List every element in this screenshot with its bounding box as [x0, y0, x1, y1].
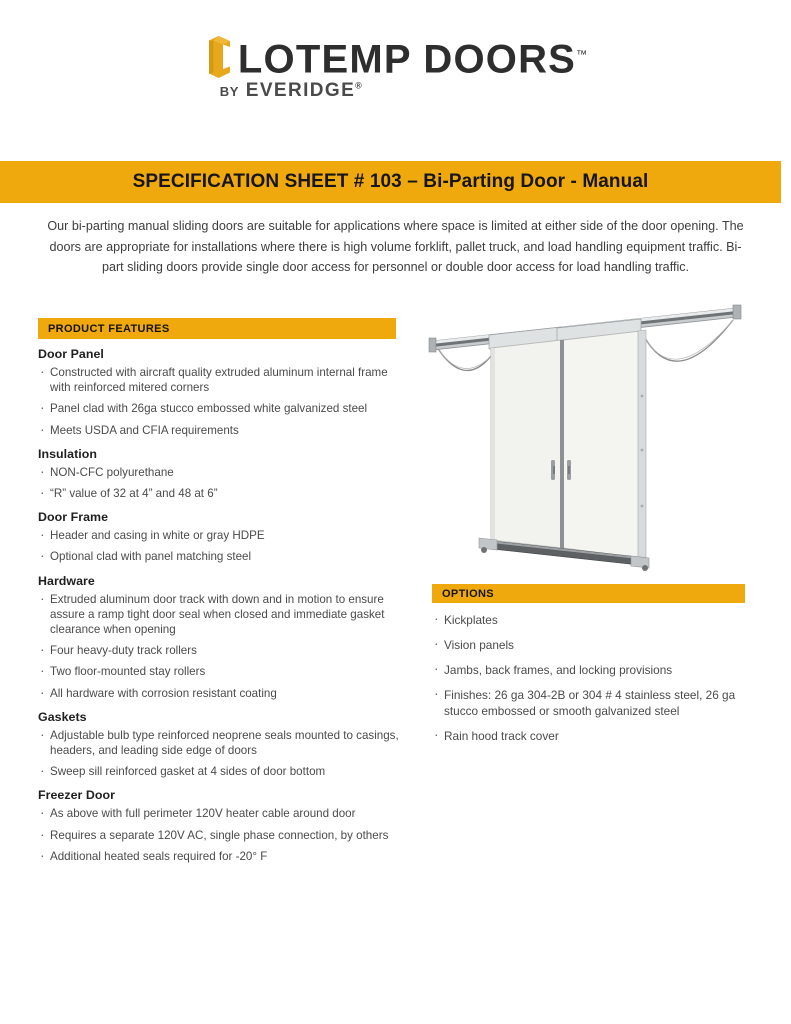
list-item: · All hardware with corrosion resistant coating	[38, 686, 400, 701]
registered-symbol: ®	[355, 80, 364, 91]
list-item: · Meets USDA and CFIA requirements	[38, 423, 400, 438]
list-item: · Vision panels	[432, 637, 752, 653]
logo-subline-inner	[220, 80, 363, 102]
trademark-symbol: ™	[576, 48, 588, 61]
options-column	[432, 612, 752, 753]
list-item: · Panel clad with 26ga stucco embossed white galvanized steel	[38, 401, 400, 416]
specification-title: SPECIFICATION SHEET # 103 – Bi-Parting Door - Manual	[132, 171, 649, 192]
list-item: · Constructed with aircraft quality extruded aluminum internal frame with reinforced mitered corners	[38, 365, 400, 395]
list-item: · “R” value of 32 at 4” and 48 at 6”	[38, 486, 400, 501]
lotemp-corner-mark-icon	[204, 35, 232, 79]
product-features-header-label: PRODUCT FEATURES	[48, 322, 170, 335]
logo-subline	[0, 80, 791, 102]
list-item: · Header and casing in white or gray HDPE	[38, 528, 400, 543]
logo-row	[204, 34, 587, 80]
specification-title-banner	[0, 161, 781, 203]
feature-group-door-panel	[38, 347, 400, 438]
feature-group-title: Gaskets	[38, 709, 87, 724]
list-item: · As above with full perimeter 120V heater cable around door	[38, 806, 400, 821]
logo-by-text: BY	[219, 84, 240, 99]
feature-group-insulation	[38, 447, 400, 501]
feature-list	[38, 465, 400, 501]
list-item: · Finishes: 26 ga 304-2B or 304 # 4 stainless steel, 26 ga stucco embossed or smooth galvanized steel	[432, 687, 752, 719]
list-item: · Extruded aluminum door track with down and in motion to ensure assure a ramp tight door seal when closed and immediate gasket clearance when opening	[38, 592, 400, 638]
feature-list	[38, 728, 400, 780]
feature-group-door-frame	[38, 510, 400, 564]
list-item: · Jambs, back frames, and locking provisions	[432, 662, 752, 678]
list-item: · Kickplates	[432, 612, 752, 628]
options-header-bar	[432, 584, 745, 603]
list-item: · Adjustable bulb type reinforced neoprene seals mounted to casings, headers, and leading side edge of doors	[38, 728, 400, 758]
logo-wordmark	[238, 33, 587, 81]
feature-group-title: Door Frame	[38, 510, 109, 525]
feature-list	[38, 528, 400, 564]
list-item: · Additional heated seals required for -20° F	[38, 849, 400, 864]
feature-group-title: Freezer Door	[38, 788, 116, 803]
feature-group-hardware	[38, 574, 400, 701]
list-item: · Four heavy-duty track rollers	[38, 643, 400, 658]
feature-group-title: Insulation	[38, 446, 98, 461]
list-item: · Sweep sill reinforced gasket at 4 sides of door bottom	[38, 764, 400, 779]
feature-group-title: Door Panel	[38, 347, 104, 361]
feature-group-freezer-door	[38, 788, 400, 864]
parent-brand-text: EVERIDGE	[245, 80, 356, 101]
product-features-column	[38, 347, 400, 873]
brand-logo	[0, 34, 791, 101]
feature-list	[38, 365, 400, 438]
options-header-label: OPTIONS	[442, 587, 494, 600]
product-features-header-bar	[38, 318, 396, 339]
feature-group-title: Hardware	[38, 573, 95, 588]
intro-paragraph: Our bi-parting manual sliding doors are suitable for applications where space is limited at either side of the door opening. The doors are appropriate for installations where there is high volume forklift, pallet truck, and load handling equipment traffic. Bi-part sliding doors provide single door access for personnel or double door access for load handling traffic.	[47, 219, 744, 274]
list-item: · Optional clad with panel matching steel	[38, 549, 400, 564]
feature-list	[38, 806, 400, 864]
bi-parting-sliding-door-photo	[405, 300, 765, 578]
logo-wordmark-text: LOTEMP DOORS	[237, 37, 577, 82]
list-item: · Requires a separate 120V AC, single phase connection, by others	[38, 828, 400, 843]
list-item: · Two floor-mounted stay rollers	[38, 664, 400, 679]
feature-list	[38, 592, 400, 701]
feature-group-gaskets	[38, 710, 400, 780]
options-list	[432, 612, 752, 744]
list-item: · NON-CFC polyurethane	[38, 465, 400, 480]
list-item: · Rain hood track cover	[432, 728, 752, 744]
